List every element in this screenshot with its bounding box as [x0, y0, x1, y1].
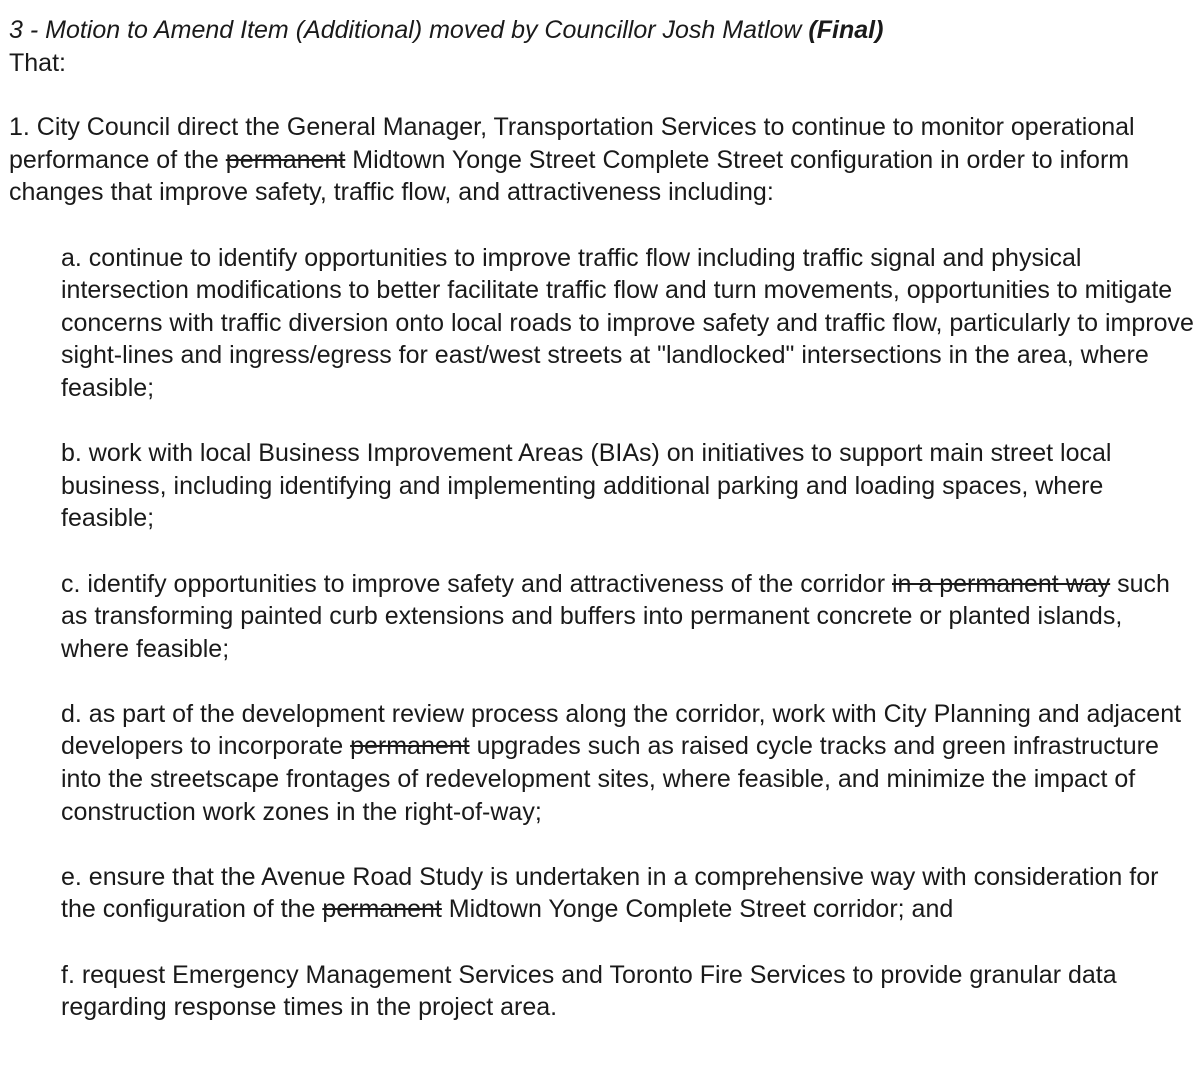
- item-1: [9, 111, 1194, 209]
- that-label: That:: [9, 48, 66, 77]
- sub-item-b: b. work with local Business Improvement Areas (BIAs) on initiatives to support main street local business, including identifying and implementing additional parking and loading spaces, where feasible;: [61, 439, 1112, 533]
- motion-title: [9, 14, 1194, 47]
- sub-item-c-struck-text: in a permanent way: [891, 569, 1111, 598]
- sub-item-e: [61, 861, 1194, 926]
- item-1-struck-text: permanent: [225, 145, 346, 174]
- sub-item-e-text-start: e. ensure that the Avenue Road Study is undertaken in a comprehensive way with consideration for the configuration of the: [61, 862, 1159, 924]
- sub-item-c: [61, 568, 1194, 666]
- sub-item-e-text-end: Midtown Yonge Complete Street corridor; and: [448, 895, 954, 924]
- sub-item-e-struck-text: permanent: [322, 895, 442, 924]
- sub-item-d-text-start: d. as part of the development review process along the corridor, work with City Planning and adjacent developers to incorporate: [61, 699, 1182, 761]
- sub-item-a: a. continue to identify opportunities to improve traffic flow including traffic signal and physical intersection modifications to better facilitate traffic flow and turn movements, opportunities to mitigate concerns with traffic diversion onto local roads to improve safety and traffic flow, particularly to improve sight-lines and ingress/egress for east/west streets at "landlocked" intersections in the area, where feasible;: [61, 243, 1194, 402]
- sub-item-d-struck-text: permanent: [350, 732, 470, 761]
- sub-item-f: f. request Emergency Management Services and Toronto Fire Services to provide granular data regarding response times in the project area.: [61, 960, 1117, 1022]
- sub-items-list: [61, 242, 1194, 1024]
- sub-item-d: [61, 698, 1194, 828]
- motion-status: (Final): [808, 16, 884, 44]
- sub-item-c-text-end: such as transforming painted curb extensions and buffers into permanent concrete or planted islands, where feasible;: [61, 569, 1170, 663]
- item-1-text-start: 1. City Council direct the General Manager, Transportation Services to continue to monitor operational performance of the: [9, 113, 1135, 174]
- motion-title-text: 3 - Motion to Amend Item (Additional) moved by Councillor Josh Matlow: [9, 16, 802, 44]
- sub-item-c-text-start: c. identify opportunities to improve safety and attractiveness of the corridor: [61, 569, 886, 598]
- motion-document: [9, 14, 1194, 1024]
- item-1-text-end: Midtown Yonge Street Complete Street configuration in order to inform changes that improve safety, traffic flow, and attractiveness including:: [9, 145, 1130, 207]
- sub-item-d-text-end: upgrades such as raised cycle tracks and green infrastructure into the streetscape frontages of redevelopment sites, where feasible, and minimize the impact of construction work zones in the right-of-way;: [61, 732, 1159, 826]
